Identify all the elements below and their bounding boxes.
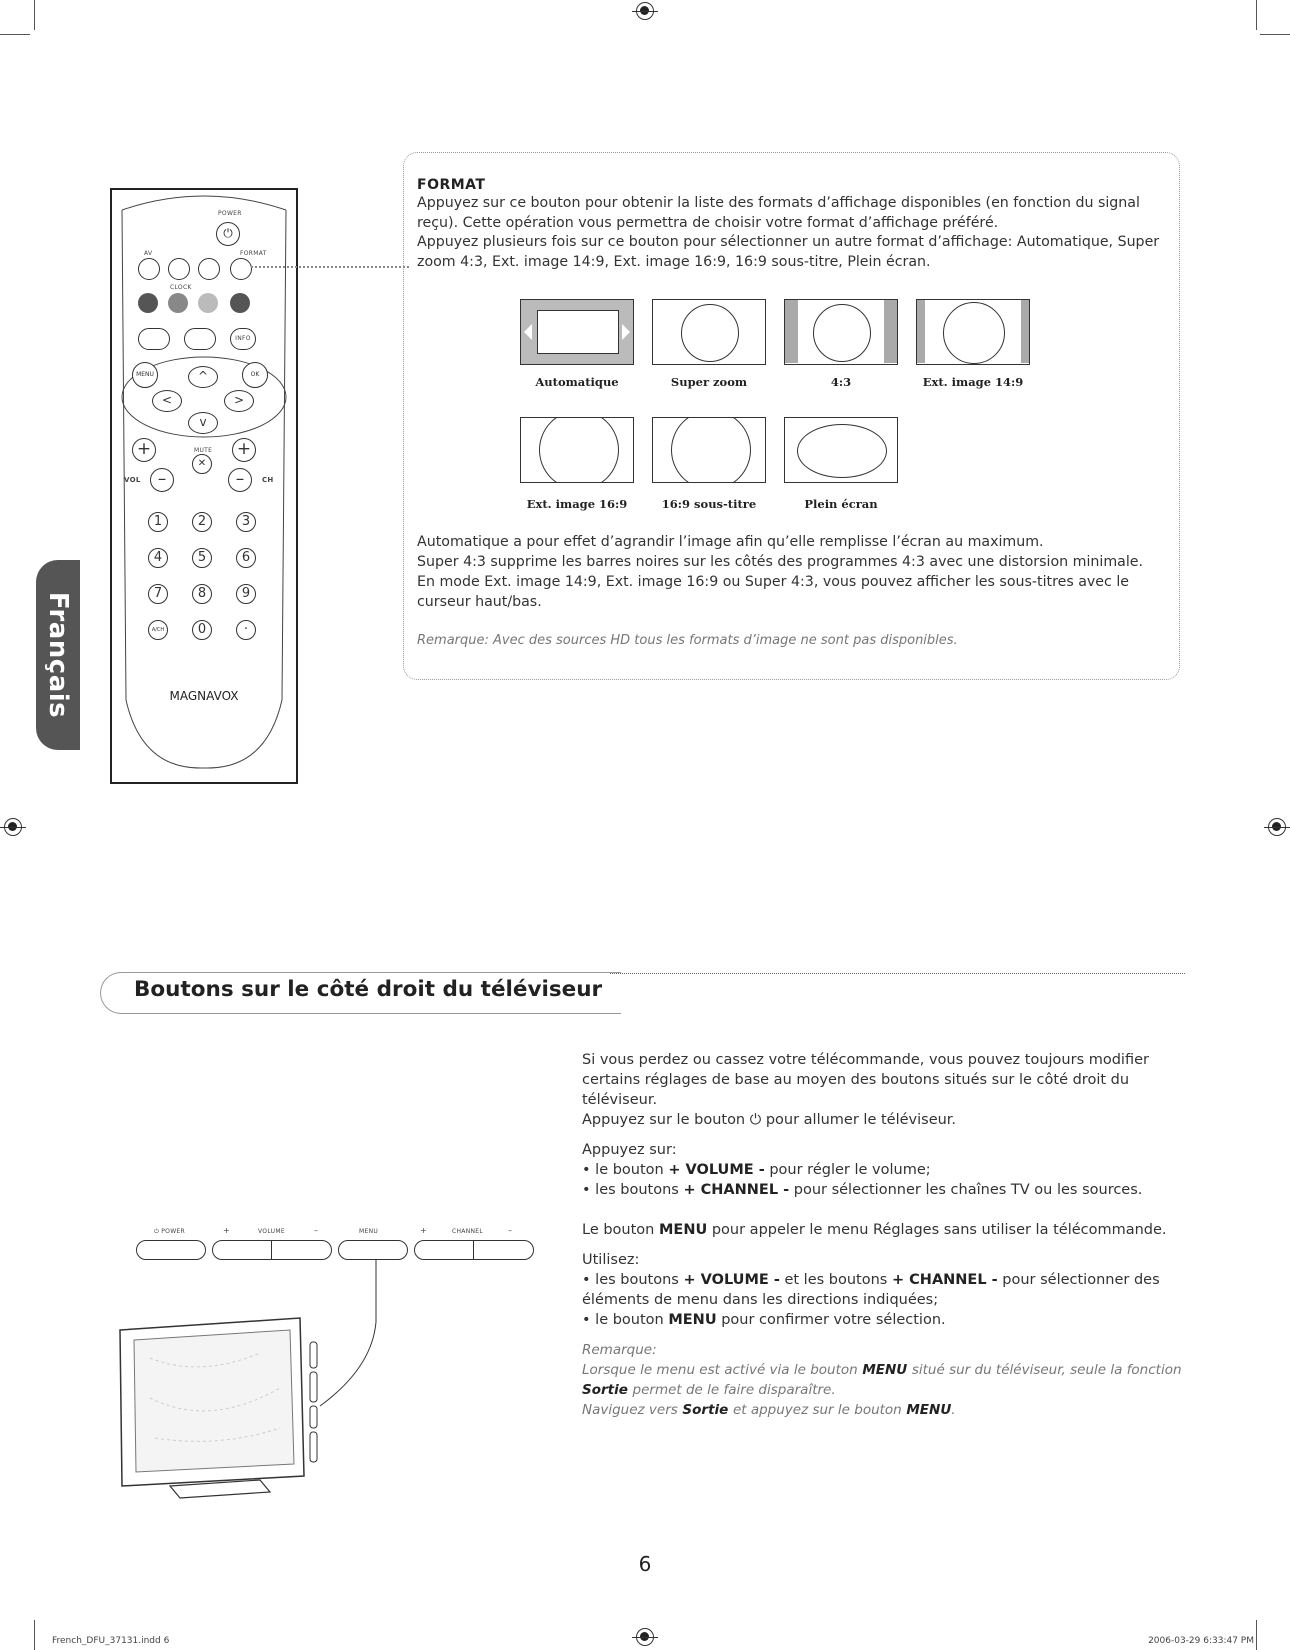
format-16-9-subtitle-icon — [652, 417, 766, 483]
bullet-text: • le bouton — [582, 1162, 664, 1178]
format-4-3-icon — [784, 299, 898, 365]
digit-button[interactable]: 9 — [236, 584, 256, 604]
digit-button[interactable]: 0 — [192, 620, 212, 640]
side-note-1 — [582, 1360, 1182, 1400]
format-title: FORMAT — [417, 177, 486, 193]
green-button[interactable] — [168, 293, 188, 313]
note-text: et appuyez sur le bouton — [732, 1402, 902, 1418]
crop-mark — [0, 34, 30, 35]
mute-label: MUTE — [194, 447, 213, 454]
menu-instruction — [582, 1220, 1182, 1240]
format-ext-image-14-9-icon — [916, 299, 1030, 365]
registration-mark-icon — [636, 1628, 654, 1646]
dot-button[interactable]: · — [236, 620, 256, 640]
panel-channel-label: CHANNEL — [452, 1228, 484, 1235]
registration-mark-icon — [4, 818, 22, 836]
key-label: + CHANNEL - — [683, 1182, 790, 1198]
use-bullet-2 — [582, 1310, 1182, 1330]
digit-button[interactable]: 1 — [148, 512, 168, 532]
format-button[interactable] — [230, 258, 252, 280]
ch-label: CH — [262, 476, 274, 484]
power-label: POWER — [218, 210, 242, 217]
vol-plus-button[interactable]: + — [132, 438, 156, 462]
menu-text: Le bouton — [582, 1222, 655, 1238]
format-intro: Appuyez sur ce bouton pour obtenir la liste des formats d’affichage disponibles (en fonction du signal reçu). Cette opération vous permettra de choisir votre format d’affichage préféré. — [417, 195, 1140, 231]
menu-button[interactable] — [132, 362, 158, 388]
menu-label: MENU — [136, 371, 154, 378]
note-key: MENU — [862, 1362, 908, 1378]
crop-mark — [1256, 0, 1257, 30]
tv-volume-button[interactable] — [212, 1240, 332, 1260]
language-tab-label: Français — [43, 591, 73, 719]
tv-power-button[interactable] — [136, 1240, 206, 1260]
crop-mark — [34, 1620, 35, 1650]
note-text: Lorsque le menu est activé via le bouton — [582, 1362, 858, 1378]
left-button[interactable]: < — [152, 390, 182, 412]
format-caption: Plein écran — [804, 497, 878, 511]
digit-button[interactable]: 3 — [236, 512, 256, 532]
format-caption: Automatique — [535, 375, 619, 389]
brand-logo: MAGNAVOX — [169, 689, 239, 703]
av-ch-label: A/CH — [151, 627, 165, 633]
note-text: permet de le faire disparaître. — [632, 1382, 836, 1398]
ok-button[interactable] — [242, 362, 268, 388]
format-caption: Super zoom — [670, 375, 748, 389]
format-ext-image-16-9-icon — [520, 417, 634, 483]
digit-button[interactable]: 7 — [148, 584, 168, 604]
tv-menu-button[interactable] — [338, 1240, 408, 1260]
ok-label: OK — [250, 371, 260, 378]
digit-button[interactable]: 6 — [236, 548, 256, 568]
format-super-zoom-icon — [652, 299, 766, 365]
info-button[interactable] — [230, 328, 256, 350]
note-key: Sortie — [682, 1402, 729, 1418]
vol-minus-button[interactable]: – — [150, 468, 174, 492]
note-text: Naviguez vers — [582, 1402, 678, 1418]
bullet-channel — [582, 1180, 1182, 1200]
bullet-text: pour confirmer votre sélection. — [721, 1312, 946, 1328]
language-tab — [36, 560, 80, 750]
bullet-volume — [582, 1160, 1182, 1180]
registration-mark-icon — [636, 2, 654, 20]
side-buttons-intro: Si vous perdez ou cassez votre télécommande, vous pouvez toujours modifier certains réglages de base au moyen des boutons situés sur le côté droit du téléviseur. — [582, 1052, 1149, 1108]
note-text: . — [951, 1402, 956, 1418]
clock-label: CLOCK — [170, 284, 192, 291]
av-label: AV — [144, 250, 153, 257]
side-note-label — [582, 1340, 1182, 1360]
button-2[interactable] — [168, 258, 190, 280]
digit-button[interactable]: 2 — [192, 512, 212, 532]
blue-button[interactable] — [230, 293, 250, 313]
power-icon: ⏻ — [749, 1112, 762, 1128]
digit-button[interactable]: 5 — [192, 548, 212, 568]
crop-mark — [1260, 34, 1290, 35]
tv-set-icon — [110, 1258, 440, 1510]
format-caption: 16:9 sous-titre — [661, 497, 757, 511]
callout-line — [251, 266, 409, 268]
key-label: + VOLUME - — [668, 1162, 765, 1178]
use-label: Utilisez: — [582, 1252, 640, 1268]
power-instruction — [582, 1110, 1182, 1130]
format-automatique-icon — [520, 299, 634, 365]
panel-minus-label: – — [508, 1226, 513, 1235]
footer-timestamp: 2006-03-29 6:33:47 PM — [1148, 1636, 1254, 1646]
up-button[interactable]: ^ — [188, 366, 218, 388]
page-number: 6 — [638, 1552, 652, 1576]
bullet-text: • le bouton — [582, 1312, 664, 1328]
key-label: MENU — [658, 1222, 708, 1238]
format-info-box — [403, 152, 1180, 680]
right-button[interactable]: > — [224, 390, 254, 412]
menu-text: pour appeler le menu Réglages sans utiliser la télécommande. — [711, 1222, 1167, 1238]
av-button[interactable] — [138, 258, 160, 280]
bullet-text: • les boutons — [582, 1182, 679, 1198]
panel-volume-label: VOLUME — [258, 1228, 285, 1235]
panel-plus-label: + — [223, 1226, 231, 1235]
panel-menu-label: MENU — [359, 1228, 379, 1235]
format-paragraph: Automatique a pour effet d’agrandir l’image afin qu’elle remplisse l’écran au maximum. — [417, 534, 1044, 550]
bullet-text: et les boutons — [784, 1272, 888, 1288]
vol-label: VOL — [124, 476, 141, 484]
red-button[interactable] — [138, 293, 158, 313]
side-note-2 — [582, 1400, 1182, 1420]
power-instruction-after: pour allumer le téléviseur. — [765, 1112, 957, 1128]
registration-mark-icon — [1268, 818, 1286, 836]
bullet-text: pour sélectionner des éléments de menu dans les directions indiquées; — [582, 1272, 1160, 1308]
section-divider — [610, 973, 1185, 974]
panel-minus-label: – — [314, 1226, 319, 1235]
key-label: + CHANNEL - — [891, 1272, 998, 1288]
crop-mark — [1256, 1620, 1257, 1650]
mute-button[interactable]: ✕ — [192, 454, 212, 474]
note-key: Sortie — [582, 1382, 628, 1398]
oval-button-1[interactable] — [138, 328, 170, 350]
use-bullet-1 — [582, 1270, 1182, 1310]
note-key: MENU — [906, 1402, 952, 1418]
panel-power-label: ⏻ POWER — [154, 1228, 185, 1235]
section-title: Boutons sur le côté droit du téléviseur — [134, 977, 603, 1002]
format-caption: Ext. image 14:9 — [922, 375, 1024, 389]
ch-plus-button[interactable]: + — [232, 438, 256, 462]
format-label: FORMAT — [240, 250, 267, 257]
format-caption: 4:3 — [830, 375, 852, 389]
format-caption: Ext. image 16:9 — [526, 497, 628, 511]
power-instruction-before: Appuyez sur le bouton — [582, 1112, 746, 1128]
note-text: situé sur du téléviseur, seule la fonction — [911, 1362, 1182, 1378]
oval-button-2[interactable] — [184, 328, 216, 350]
power-button[interactable]: ⏻ — [216, 222, 240, 246]
av-ch-button[interactable] — [148, 620, 168, 640]
format-plein-ecran-icon — [784, 417, 898, 483]
button-3[interactable] — [198, 258, 220, 280]
format-paragraph: Super 4:3 supprime les barres noires sur les côtés des programmes 4:3 avec une distorsion minimale. — [417, 554, 1144, 570]
digit-button[interactable]: 4 — [148, 548, 168, 568]
format-note: Remarque: Avec des sources HD tous les formats d’image ne sont pas disponibles. — [417, 633, 958, 648]
format-paragraph: En mode Ext. image 14:9, Ext. image 16:9 ou Super 4:3, vous pouvez afficher les sous-titres avec le curseur haut/bas. — [417, 574, 1130, 610]
yellow-button[interactable] — [198, 293, 218, 313]
remote-control-illustration — [110, 188, 298, 784]
press-label: Appuyez sur: — [582, 1142, 677, 1158]
key-label: + VOLUME - — [683, 1272, 780, 1288]
digit-button[interactable]: 8 — [192, 584, 212, 604]
key-label: MENU — [668, 1312, 717, 1328]
crop-mark — [34, 0, 35, 30]
tv-channel-button[interactable] — [414, 1240, 534, 1260]
bullet-text: pour régler le volume; — [769, 1162, 931, 1178]
section-heading-frame — [100, 972, 621, 1014]
bullet-text: pour sélectionner les chaînes TV ou les sources. — [793, 1182, 1143, 1198]
info-label: INFO — [235, 335, 251, 342]
panel-plus-label: + — [420, 1226, 428, 1235]
ch-minus-button[interactable]: – — [228, 468, 252, 492]
down-button[interactable]: v — [188, 412, 218, 434]
note-label: Remarque: — [582, 1342, 657, 1358]
bullet-text: • les boutons — [582, 1272, 679, 1288]
format-instructions: Appuyez plusieurs fois sur ce bouton pour sélectionner un autre format d’affichage: Automatique, Super zoom 4:3, Ext. image 14:9, Ext. image 16:9, 16:9 sous-titre, Plein écran. — [417, 234, 1160, 270]
footer-filename: French_DFU_37131.indd 6 — [52, 1636, 170, 1646]
